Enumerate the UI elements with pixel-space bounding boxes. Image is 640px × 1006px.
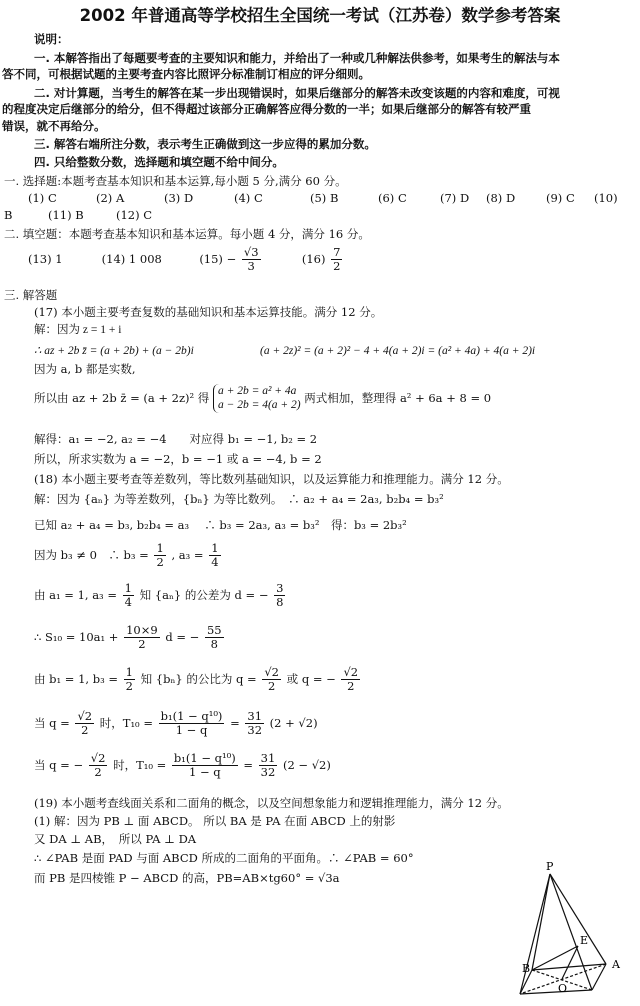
- q18-line7-a: 当 q =: [34, 715, 70, 730]
- q18-line7-d: (2 + √2): [269, 715, 318, 730]
- q19-intro: (19) 本小题考查线面关系和二面角的概念，以及空间想象能力和逻辑推理能力，满分 12 分。: [34, 796, 509, 810]
- notes-heading: 说明：: [34, 32, 69, 46]
- note-2a: 二. 对计算题，当考生的解答在某一步出现错误时，如果后继部分的解答未改变该题的内容和难度，可视: [34, 86, 560, 100]
- note-1a: 一. 本解答指出了每题要考查的主要知识和能力，并给出了一种或几种解法供参考，如果考生的解法与本: [34, 51, 560, 65]
- q18-line1: 解：因为 {aₙ} 为等差数列，{bₙ} 为等比数列。 ∴ a₂ + a₄ = 2a₃, b₂b₄ = b₃²: [34, 492, 444, 506]
- edge-pc: [520, 874, 550, 994]
- q18-line7-frac3-den: 32: [247, 722, 263, 737]
- answer-2: (2) A: [96, 191, 125, 205]
- q17-line4: [34, 384, 491, 413]
- q18-line4-frac1: [123, 582, 134, 608]
- answer-10: (10): [594, 191, 618, 205]
- q18-line5-b: d = −: [165, 629, 200, 644]
- answer-16-denominator: 2: [333, 258, 341, 273]
- q18-line4-a: 由 a₁ = 1, a₃ =: [34, 587, 117, 602]
- q18-line4-frac2-num: 3: [276, 581, 284, 595]
- label-b: B: [522, 962, 531, 975]
- note-2b: 的程度决定后继部分的给分，但不得超过该部分正确解答应得分数的一半；如果后继部分的解答有较严重: [2, 102, 531, 116]
- q17-line4-left: 所以由 az + 2b z̄ = (a + 2z)² 得: [34, 391, 210, 406]
- q18-line6-a: 由 b₁ = 1, b₃ =: [34, 671, 118, 686]
- q18-line7-b: 时，T₁₀ =: [99, 715, 153, 730]
- q18-line6: [34, 666, 362, 692]
- q18-line8-frac3-num: 31: [260, 751, 276, 765]
- section1-heading: 一. 选择题:本题考查基本知识和基本运算,每小题 5 分,满分 60 分。: [4, 174, 347, 188]
- q18-line6-frac2: [262, 666, 281, 692]
- section3-heading: 三. 解答题: [4, 288, 58, 302]
- answer-15: (15) −: [199, 251, 237, 266]
- q18-line4-frac1-num: 1: [124, 581, 132, 595]
- answer-16-fraction: [331, 246, 342, 272]
- q18-line8-frac1-den: 2: [94, 764, 102, 779]
- q19-line2: 又 DA ⊥ AB， 所以 PA ⊥ DA: [34, 832, 197, 846]
- q18-line5-frac2-den: 8: [210, 636, 218, 651]
- q18-line2: 已知 a₂ + a₄ = b₃, b₂b₄ = a₃ ∴ b₃ = 2a₃, a₃ = b₃² 得：b₃ = 2b₃²: [34, 518, 407, 532]
- q18-line3-frac1-den: 2: [156, 554, 164, 569]
- q18-line3-frac2-den: 4: [211, 554, 219, 569]
- q18-line6-b: 知 {bₙ} 的公比为 q =: [140, 671, 257, 686]
- answer-4: (4) C: [234, 191, 263, 205]
- q17-line2-left: ∴ az + 2b z̄ = (a + 2b) + (a − 2b)i: [34, 345, 194, 357]
- q18-line7-frac1: [75, 710, 94, 736]
- note-2c: 错误，就不再给分。: [2, 119, 106, 133]
- answer-10-value: B: [4, 208, 13, 222]
- q18-line8-a: 当 q = −: [34, 757, 84, 772]
- q17-intro: (17) 本小题主要考查复数的基础知识和基本运算技能。满分 12 分。: [34, 305, 383, 319]
- q18-line3-frac2: [209, 542, 220, 568]
- answer-15-fraction: [242, 246, 261, 272]
- q18-line8-frac2: [172, 752, 238, 778]
- q18-line7-frac3: [245, 710, 264, 736]
- q18-line4-frac2: [274, 582, 285, 608]
- section1-row2: [4, 208, 152, 222]
- edge-cd: [520, 990, 592, 994]
- q18-line4-b: 知 {aₙ} 的公差为 d = −: [139, 587, 269, 602]
- q17-equation-1: a + 2b = a² + 4a: [217, 385, 297, 397]
- q18-line8-frac3: [259, 752, 278, 778]
- q18-line3: [34, 542, 223, 568]
- section1-row1: [28, 191, 618, 205]
- q18-line5-frac2-num: 55: [206, 623, 222, 637]
- q19-line3: ∴ ∠PAB 是面 PAD 与面 ABCD 所成的二面角的平面角。∴ ∠PAB = 60°: [34, 851, 414, 865]
- q18-line8: [34, 752, 331, 778]
- answer-12: (12) C: [116, 208, 153, 222]
- q18-line8-frac2-den: 1 − q: [189, 764, 221, 779]
- q18-line7-frac1-num: √2: [77, 709, 93, 723]
- q18-line8-frac2-num: b₁(1 − q¹⁰): [173, 751, 236, 765]
- answer-13: (13) 1: [28, 251, 63, 266]
- answer-6: (6) C: [378, 191, 407, 205]
- q18-intro: (18) 本小题主要考查等差数列，等比数列基础知识，以及运算能力和推理能力。满分 12 分。: [34, 472, 509, 486]
- q18-line8-frac1-num: √2: [90, 751, 106, 765]
- q18-line6-c: 或 q = −: [286, 671, 336, 686]
- q17-line5: 解得：a₁ = −2, a₂ = −4 对应得 b₁ = −1, b₂ = 2: [34, 432, 318, 446]
- section2-answers: [28, 246, 344, 272]
- q17-line6: 所以，所求实数为 a = −2，b = −1 或 a = −4, b = 2: [34, 452, 322, 466]
- section2-heading: 二. 填空题：本题考查基本知识和基本运算。每小题 4 分，满分 16 分。: [4, 227, 370, 241]
- q18-line3-a: 因为 b₃ ≠ 0 ∴ b₃ =: [34, 547, 149, 562]
- q17-line2: [34, 343, 535, 358]
- q18-line7-frac2-den: 1 − q: [175, 722, 208, 737]
- answer-16-numerator: 7: [333, 245, 341, 259]
- q18-line5-frac1-num: 10×9: [126, 623, 158, 637]
- q19-line4: 而 PB 是四棱锥 P − ABCD 的高，PB=AB×tg60° = √3a: [34, 871, 340, 885]
- q18-line5-frac1: [124, 624, 160, 650]
- answer-7: (7) D: [440, 191, 470, 205]
- q18-line3-b: , a₃ =: [171, 547, 204, 562]
- note-1b: 答不同，可根据试题的主要考查内容比照评分标准制订相应的评分细则。: [2, 67, 370, 81]
- note-4: 四. 只给整数分数，选择题和填空题不给中间分。: [34, 155, 284, 169]
- q18-line6-frac2-num: √2: [264, 665, 280, 679]
- q18-line6-frac3: [341, 666, 360, 692]
- q18-line7-c: =: [230, 715, 240, 730]
- q18-line8-c: =: [243, 757, 254, 772]
- q17-line2-right: (a + 2z)² = (a + 2)² − 4 + 4(a + 2)i = (a² + 4a) + 4(a + 2)i: [260, 345, 536, 357]
- q18-line6-frac1: [124, 666, 135, 692]
- q17-equation-system: [213, 384, 301, 413]
- label-a: A: [612, 958, 620, 971]
- q18-line4: [34, 582, 287, 608]
- label-e: E: [580, 934, 589, 947]
- q18-line5: [34, 624, 226, 650]
- q17-line3: 因为 a, b 都是实数,: [34, 362, 136, 376]
- q18-line3-frac1: [154, 542, 165, 568]
- q18-line8-frac1: [89, 752, 108, 778]
- q18-line7-frac1-den: 2: [81, 722, 89, 737]
- q18-line5-a: ∴ S₁₀ = 10a₁ +: [34, 629, 119, 644]
- page-title: 2002 年普通高等学校招生全国统一考试（江苏卷）数学参考答案: [79, 6, 561, 25]
- q18-line7: [34, 710, 318, 736]
- q18-line4-frac2-den: 8: [276, 594, 284, 609]
- q18-line5-frac2: [205, 624, 224, 650]
- q17-line1: 解：因为 z = 1 + i: [34, 324, 122, 336]
- q18-line4-frac1-den: 4: [124, 594, 132, 609]
- label-p: P: [546, 860, 554, 873]
- q17-equation-2: a − 2b = 4(a + 2): [217, 399, 301, 412]
- q18-line3-frac1-num: 1: [156, 541, 164, 555]
- answer-14: (14) 1 008: [101, 251, 162, 266]
- answer-15-numerator: √3: [243, 245, 259, 259]
- q18-line8-frac3-den: 32: [260, 764, 276, 779]
- q18-line7-frac2-num: b₁(1 − q¹⁰): [160, 709, 223, 723]
- answer-5: (5) B: [310, 191, 339, 205]
- note-3: 三. 解答右端所注分数，表示考生正确做到这一步应得的累加分数。: [34, 137, 376, 151]
- q17-line4-right: 两式相加，整理得 a² + 6a + 8 = 0: [304, 391, 492, 406]
- q18-line8-b: 时，T₁₀ =: [113, 757, 167, 772]
- q18-line8-d: (2 − √2): [282, 757, 331, 772]
- answer-1: (1) C: [28, 191, 57, 205]
- label-o: O: [558, 982, 568, 995]
- q18-line6-frac1-den: 2: [125, 678, 133, 693]
- answer-16: (16): [301, 251, 326, 266]
- answer-11: (11) B: [48, 208, 84, 222]
- q18-line7-frac2: [159, 710, 225, 736]
- q18-line6-frac3-num: √2: [343, 665, 359, 679]
- q18-line3-frac2-num: 1: [211, 541, 219, 555]
- q19-line1: (1) 解：因为 PB ⊥ 面 ABCD。 所以 BA 是 PA 在面 ABCD 上的射影: [34, 814, 396, 828]
- q18-line7-frac3-num: 31: [247, 709, 263, 723]
- answer-9: (9) C: [546, 191, 575, 205]
- edge-pb: [532, 874, 550, 970]
- q18-line5-frac1-den: 2: [138, 636, 146, 651]
- q18-line6-frac3-den: 2: [347, 678, 355, 693]
- q18-line6-frac2-den: 2: [268, 678, 276, 693]
- answer-15-denominator: 3: [247, 258, 255, 273]
- q18-line6-frac1-num: 1: [125, 665, 133, 679]
- answer-3: (3) D: [164, 191, 194, 205]
- pyramid-figure: [500, 858, 636, 1002]
- answer-8: (8) D: [486, 191, 516, 205]
